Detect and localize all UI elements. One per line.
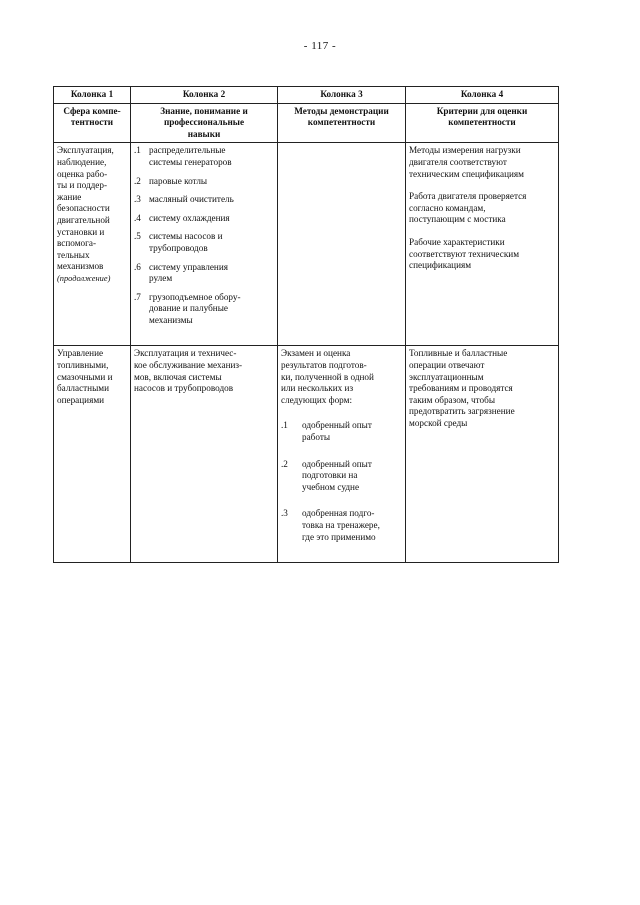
column-2-header: Колонка 2 [131, 87, 278, 104]
column-1-header: Колонка 1 [54, 87, 131, 104]
criterion-text: Топливные и балластные операции отвечают эксплуатационным требованиям и проводятся таким образом, чтобы предотвратить загрязнение морской среды [409, 348, 515, 428]
list-item [134, 292, 274, 327]
list-item [134, 145, 274, 168]
item-number: .2 [134, 175, 141, 186]
item-text: одобренная подго- товка на тренажере, где это применимо [302, 508, 380, 542]
item-text: систему охлаждения [149, 212, 230, 223]
column-3-header: Колонка 3 [278, 87, 406, 104]
item-number: .7 [134, 291, 141, 302]
item-number: .4 [134, 212, 141, 223]
item-number: .3 [134, 194, 141, 205]
item-text: систему управления рулем [149, 261, 228, 284]
list-item [134, 231, 274, 254]
competence-area-title: Сфера компе- тентности [54, 103, 131, 143]
item-number: .1 [281, 420, 288, 431]
continuation-note: (продолжение) [57, 273, 111, 283]
knowledge-text: Эксплуатация и техничес- кое обслуживание механиз- мов, включая системы насосов и трубопроводов [134, 348, 243, 394]
item-number: .3 [281, 508, 288, 519]
knowledge-cell [131, 143, 278, 346]
column-number-row [54, 87, 559, 104]
list-item [281, 508, 402, 543]
criterion-text: Работа двигателя проверяется согласно командам, поступающим с мостика [409, 191, 527, 225]
criteria-cell [406, 346, 559, 563]
list-item [134, 176, 274, 188]
criteria-cell [406, 143, 559, 346]
item-number: .6 [134, 261, 141, 272]
knowledge-cell [131, 346, 278, 563]
competence-cell [54, 143, 131, 346]
criterion-text: Рабочие характеристики соответствуют техническим спецификациям [409, 236, 520, 271]
column-4-header: Колонка 4 [406, 87, 559, 104]
criterion-text: Методы измерения нагрузки двигателя соответствуют техническим спецификациям [409, 145, 524, 179]
item-text: одобренный опыт работы [302, 420, 372, 442]
item-text: масляный очиститель [149, 194, 234, 205]
methods-intro: Экзамен и оценка результатов подготов- ки, полученной в одной или нескольких из следующих форм: [281, 348, 374, 405]
page-number: - 117 - [303, 40, 337, 52]
item-text: грузоподъемное обору- дование и палубные механизмы [149, 291, 241, 325]
evaluation-criteria-title: Критерии для оценки компетентности [406, 103, 559, 143]
methods-cell [278, 143, 406, 346]
item-number: .2 [281, 458, 288, 469]
methods-list [281, 420, 402, 543]
competence-text: Управление топливными, смазочными и балластными операциями [57, 348, 113, 405]
list-item [134, 213, 274, 225]
list-item [134, 194, 274, 206]
competence-table [53, 86, 559, 563]
item-text: одобренный опыт подготовки на учебном судне [302, 458, 372, 492]
item-number: .5 [134, 231, 141, 242]
knowledge-list [134, 145, 274, 326]
column-title-row [54, 103, 559, 143]
item-number: .1 [134, 145, 141, 156]
list-item [281, 420, 402, 443]
demonstration-methods-title: Методы демонстрации компетентности [278, 103, 406, 143]
item-text: распределительные системы генераторов [149, 145, 232, 167]
list-item [134, 262, 274, 285]
item-text: системы насосов и трубопроводов [149, 231, 223, 253]
competence-text: Эксплуатация, наблюдение, оценка рабо- ты и поддер- жание безопасности двигательной установки и вспомога- тельных механизмов [57, 145, 114, 272]
knowledge-skills-title: Знание, понимание и профессиональные навыки [131, 103, 278, 143]
competence-cell [54, 346, 131, 563]
methods-cell [278, 346, 406, 563]
table-row [54, 346, 559, 563]
item-text: паровые котлы [149, 175, 208, 186]
table-row [54, 143, 559, 346]
list-item [281, 459, 402, 494]
